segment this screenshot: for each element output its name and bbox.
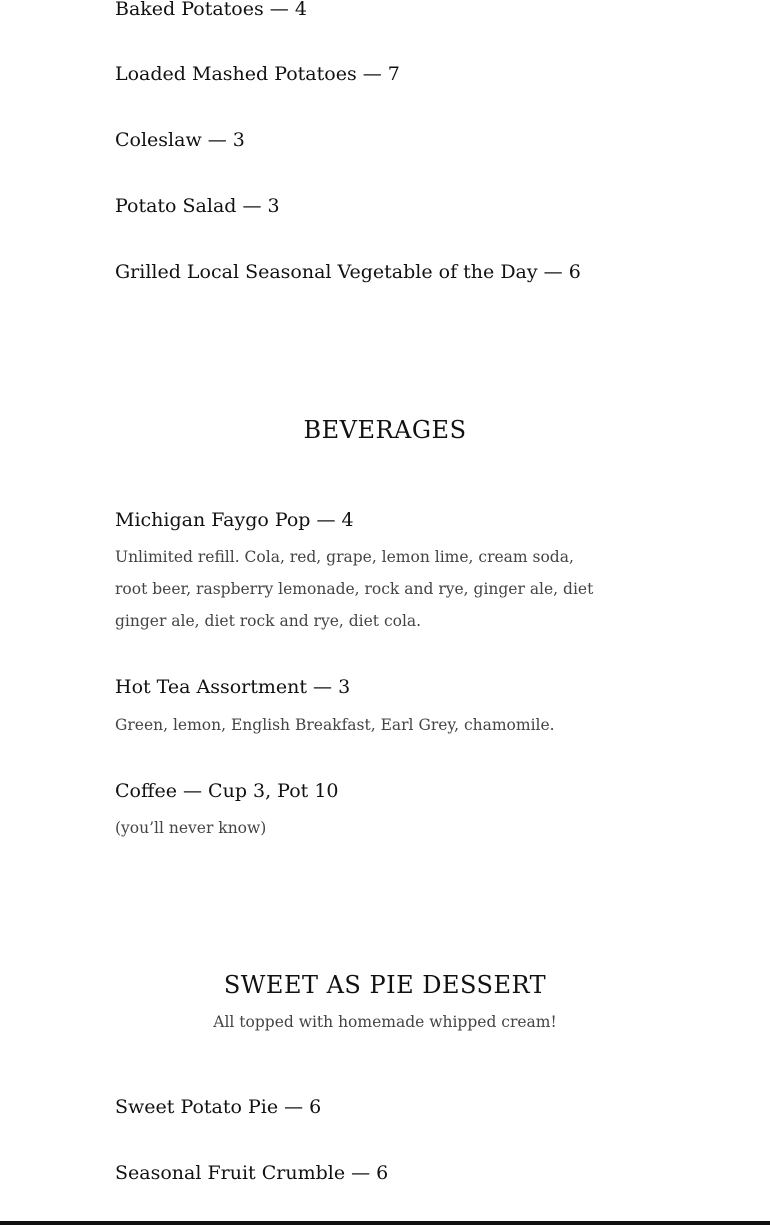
section-heading-dessert: SWEET AS PIE DESSERT: [223, 971, 547, 999]
menu-item-baked-potatoes: Baked Potatoes — 4: [115, 0, 307, 20]
menu-item-coffee: Coffee — Cup 3, Pot 10: [115, 780, 339, 802]
menu-item-potato-salad: Potato Salad — 3: [115, 195, 280, 217]
section-note-dessert: All topped with homemade whipped cream!: [213, 1013, 557, 1031]
menu-item-loaded-mashed-potatoes: Loaded Mashed Potatoes — 7: [115, 63, 400, 85]
menu-item-coleslaw: Coleslaw — 3: [115, 129, 245, 151]
menu-item-coffee-description: (you’ll never know): [115, 819, 267, 837]
menu-item-hot-tea-description: Green, lemon, English Breakfast, Earl Grey, chamomile.: [115, 716, 555, 734]
menu-item-fruit-crumble: Seasonal Fruit Crumble — 6: [115, 1162, 389, 1184]
menu-item-faygo-pop-description: Unlimited refill. Cola, red, grape, lemon lime, cream soda, root beer, raspberry lemonade, rock and rye, ginger ale, diet ginger ale, diet rock and rye, diet cola.: [115, 548, 594, 630]
menu-item-faygo-pop: Michigan Faygo Pop — 4: [115, 509, 354, 531]
menu-item-sweet-potato-pie: Sweet Potato Pie — 6: [115, 1096, 322, 1118]
bottom-divider: [0, 1221, 770, 1225]
menu-item-grilled-vegetable: Grilled Local Seasonal Vegetable of the Day — 6: [115, 261, 581, 283]
menu-item-hot-tea: Hot Tea Assortment — 3: [115, 676, 351, 698]
section-heading-beverages: BEVERAGES: [303, 416, 467, 444]
